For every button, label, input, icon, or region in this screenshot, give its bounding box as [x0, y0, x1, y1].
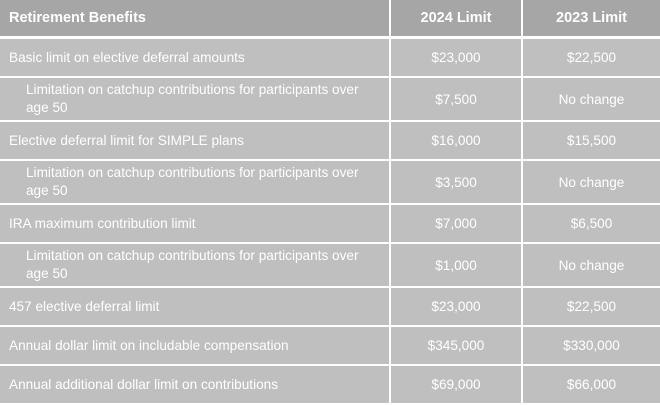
limit-2024-value: $345,000 [391, 327, 523, 366]
benefit-sub-label: Limitation on catchup contributions for participants over age 50 [0, 244, 391, 288]
limit-2023-value: $6,500 [523, 205, 660, 244]
table-row [0, 39, 660, 78]
limit-2024-value: $3,500 [391, 161, 523, 205]
limit-2024-value: $23,000 [391, 288, 523, 327]
table-row [0, 288, 660, 327]
table-row [0, 244, 660, 288]
limit-2023-value: $22,500 [523, 288, 660, 327]
benefit-label: Annual additional dollar limit on contributions [0, 366, 391, 405]
table-row [0, 78, 660, 122]
limit-2024-value: $7,000 [391, 205, 523, 244]
table-row [0, 327, 660, 366]
header-2024-limit: 2024 Limit [391, 0, 523, 39]
limit-2024-value: $23,000 [391, 39, 523, 78]
limit-2023-value: No change [523, 78, 660, 122]
header-2023-limit: 2023 Limit [523, 0, 660, 39]
benefit-label: Annual dollar limit on includable compensation [0, 327, 391, 366]
limit-2023-value: No change [523, 244, 660, 288]
limit-2023-value: No change [523, 161, 660, 205]
limit-2023-value: $66,000 [523, 366, 660, 405]
table-row [0, 205, 660, 244]
benefit-sub-label: Limitation on catchup contributions for participants over age 50 [0, 78, 391, 122]
limit-2024-value: $1,000 [391, 244, 523, 288]
benefit-sub-label: Limitation on catchup contributions for participants over age 50 [0, 161, 391, 205]
table-row [0, 366, 660, 405]
benefit-label: IRA maximum contribution limit [0, 205, 391, 244]
table-row [0, 122, 660, 161]
table-header-row [0, 0, 660, 39]
benefit-label: Basic limit on elective deferral amounts [0, 39, 391, 78]
limit-2024-value: $16,000 [391, 122, 523, 161]
benefit-label: Elective deferral limit for SIMPLE plans [0, 122, 391, 161]
table-row [0, 161, 660, 205]
limit-2023-value: $330,000 [523, 327, 660, 366]
limit-2023-value: $15,500 [523, 122, 660, 161]
limit-2024-value: $7,500 [391, 78, 523, 122]
limit-2023-value: $22,500 [523, 39, 660, 78]
header-retirement-benefits: Retirement Benefits [0, 0, 391, 39]
benefit-label: 457 elective deferral limit [0, 288, 391, 327]
limit-2024-value: $69,000 [391, 366, 523, 405]
